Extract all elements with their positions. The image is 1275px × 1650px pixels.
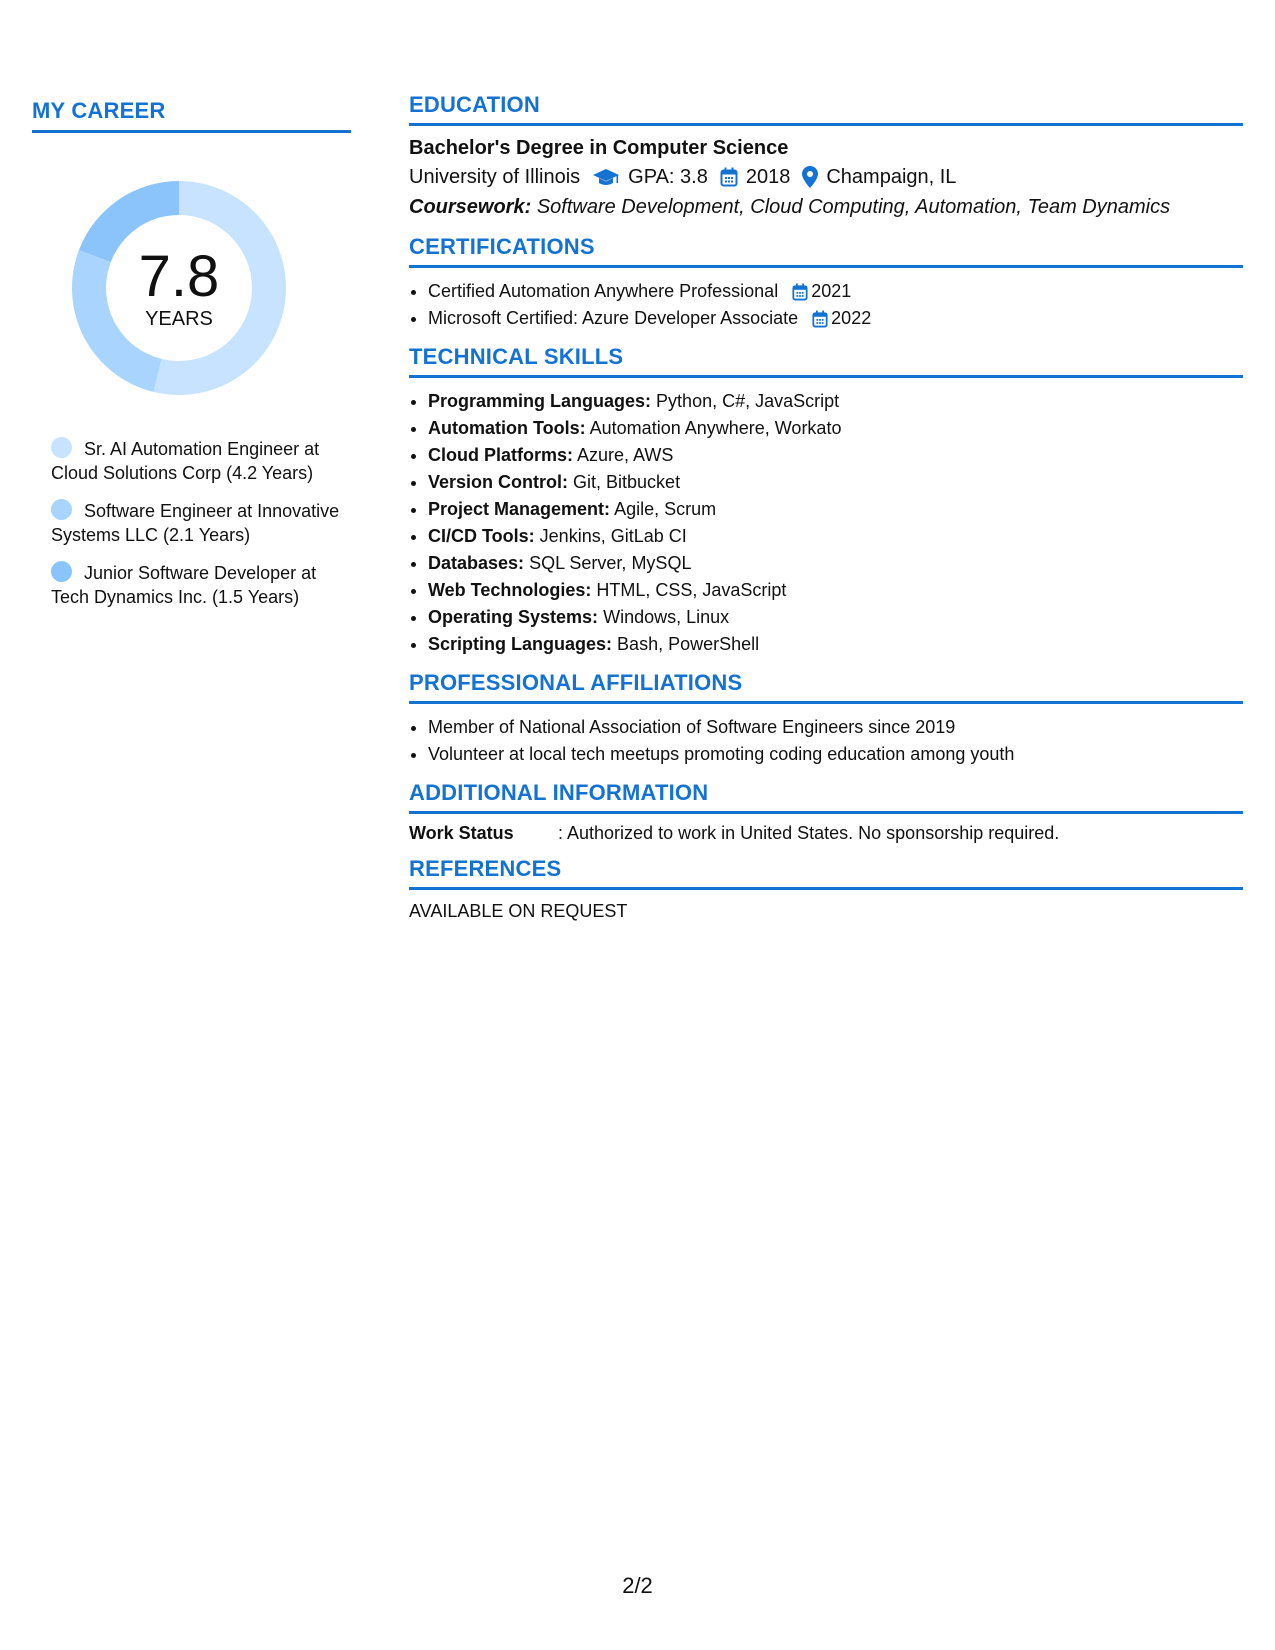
- skill-category: Version Control:: [428, 472, 569, 492]
- skill-values: HTML, CSS, JavaScript: [596, 580, 787, 600]
- skill-values: Automation Anywhere, Workato: [589, 418, 842, 438]
- skill-category: Automation Tools:: [428, 418, 586, 438]
- skill-values: Azure, AWS: [577, 445, 674, 465]
- coursework: [409, 192, 1243, 222]
- skills-list: [409, 388, 1243, 658]
- list-item: [428, 496, 1243, 523]
- certification-year: 2022: [831, 308, 872, 328]
- list-item: [428, 442, 1243, 469]
- affiliations-list: [409, 714, 1243, 768]
- graduation-cap-icon: [592, 167, 620, 187]
- skills-title: TECHNICAL SKILLS: [409, 344, 1243, 378]
- legend-item: [51, 561, 341, 609]
- skill-values: SQL Server, MySQL: [529, 553, 692, 573]
- affiliations-section: [409, 670, 1243, 768]
- certifications-list: [409, 278, 1243, 332]
- list-item: [428, 523, 1243, 550]
- skill-category: Programming Languages:: [428, 391, 652, 411]
- calendar-icon: [792, 283, 808, 301]
- certifications-section: [409, 234, 1243, 332]
- references-text: AVAILABLE ON REQUEST: [409, 901, 628, 921]
- main-column: [409, 92, 1243, 934]
- school-location: Champaign, IL: [826, 166, 957, 188]
- references-section: [409, 856, 1243, 922]
- work-status-row: [409, 823, 1243, 844]
- list-item: • Volunteer at local tech meetups promoting coding education among youth: [428, 741, 1243, 768]
- career-title: MY CAREER: [32, 98, 351, 133]
- coursework-list: Software Development, Cloud Computing, Automation, Team Dynamics: [536, 196, 1171, 218]
- education-section: [409, 92, 1243, 222]
- legend-item: [51, 499, 341, 547]
- career-column: [32, 92, 351, 623]
- education-title: EDUCATION: [409, 92, 1243, 126]
- list-item: [428, 577, 1243, 604]
- legend-item: [51, 437, 341, 485]
- skill-category: Project Management:: [428, 499, 611, 519]
- graduation-year: 2018: [745, 166, 791, 188]
- career-donut-chart: [66, 175, 292, 401]
- skill-category: Cloud Platforms:: [428, 445, 574, 465]
- skill-category: Scripting Languages:: [428, 634, 613, 654]
- location-pin-icon: [802, 166, 818, 188]
- skills-section: [409, 344, 1243, 658]
- certification-name: • Microsoft Certified: Azure Developer Associate: [428, 308, 799, 328]
- skill-category: Databases:: [428, 553, 525, 573]
- legend-dot: [51, 437, 72, 458]
- gpa: GPA: 3.8: [628, 166, 708, 188]
- total-years-unit: YEARS: [145, 308, 213, 330]
- skill-values: Git, Bitbucket: [573, 472, 681, 492]
- certifications-title: CERTIFICATIONS: [409, 234, 1243, 268]
- additional-info-title: ADDITIONAL INFORMATION: [409, 780, 1243, 814]
- list-item: [428, 415, 1243, 442]
- list-item: [428, 550, 1243, 577]
- degree: Bachelor's Degree in Computer Science: [409, 137, 789, 159]
- list-item: [428, 604, 1243, 631]
- skill-category: Web Technologies:: [428, 580, 592, 600]
- coursework-label: Coursework:: [409, 196, 532, 218]
- work-status-value: : Authorized to work in United States. No sponsorship required.: [558, 823, 1060, 843]
- legend-label: Software Engineer at Innovative Systems LLC (2.1 Years): [51, 501, 340, 545]
- references-title: REFERENCES: [409, 856, 1243, 890]
- certification-year: 2021: [811, 281, 852, 301]
- skill-values: Agile, Scrum: [614, 499, 717, 519]
- donut-center: [66, 175, 292, 401]
- legend-dot: [51, 561, 72, 582]
- list-item: [428, 469, 1243, 496]
- calendar-icon: [812, 310, 828, 328]
- skill-category: CI/CD Tools:: [428, 526, 535, 546]
- legend-label: Sr. AI Automation Engineer at Cloud Solutions Corp (4.2 Years): [51, 439, 320, 483]
- list-item: • Member of National Association of Software Engineers since 2019: [428, 714, 1243, 741]
- skill-values: Python, C#, JavaScript: [656, 391, 840, 411]
- total-years-value: 7.8: [138, 244, 220, 309]
- legend-label: Junior Software Developer at Tech Dynamics Inc. (1.5 Years): [51, 563, 317, 607]
- page-number: 2/2: [622, 1573, 653, 1598]
- legend-dot: [51, 499, 72, 520]
- list-item: [428, 278, 1243, 305]
- affiliations-title: PROFESSIONAL AFFILIATIONS: [409, 670, 1243, 704]
- work-status-label: Work Status: [409, 823, 514, 843]
- additional-info-section: [409, 780, 1243, 844]
- skill-values: Bash, PowerShell: [617, 634, 760, 654]
- calendar-icon: [720, 167, 738, 187]
- list-item: [428, 388, 1243, 415]
- school-name: University of Illinois: [409, 166, 581, 188]
- list-item: [428, 631, 1243, 658]
- skill-values: Windows, Linux: [603, 607, 730, 627]
- skill-values: Jenkins, GitLab CI: [539, 526, 687, 546]
- skill-category: Operating Systems:: [428, 607, 599, 627]
- list-item: [428, 305, 1243, 332]
- career-legend: [51, 437, 341, 609]
- certification-name: • Certified Automation Anywhere Professional: [428, 281, 779, 301]
- education-details: [409, 162, 1243, 192]
